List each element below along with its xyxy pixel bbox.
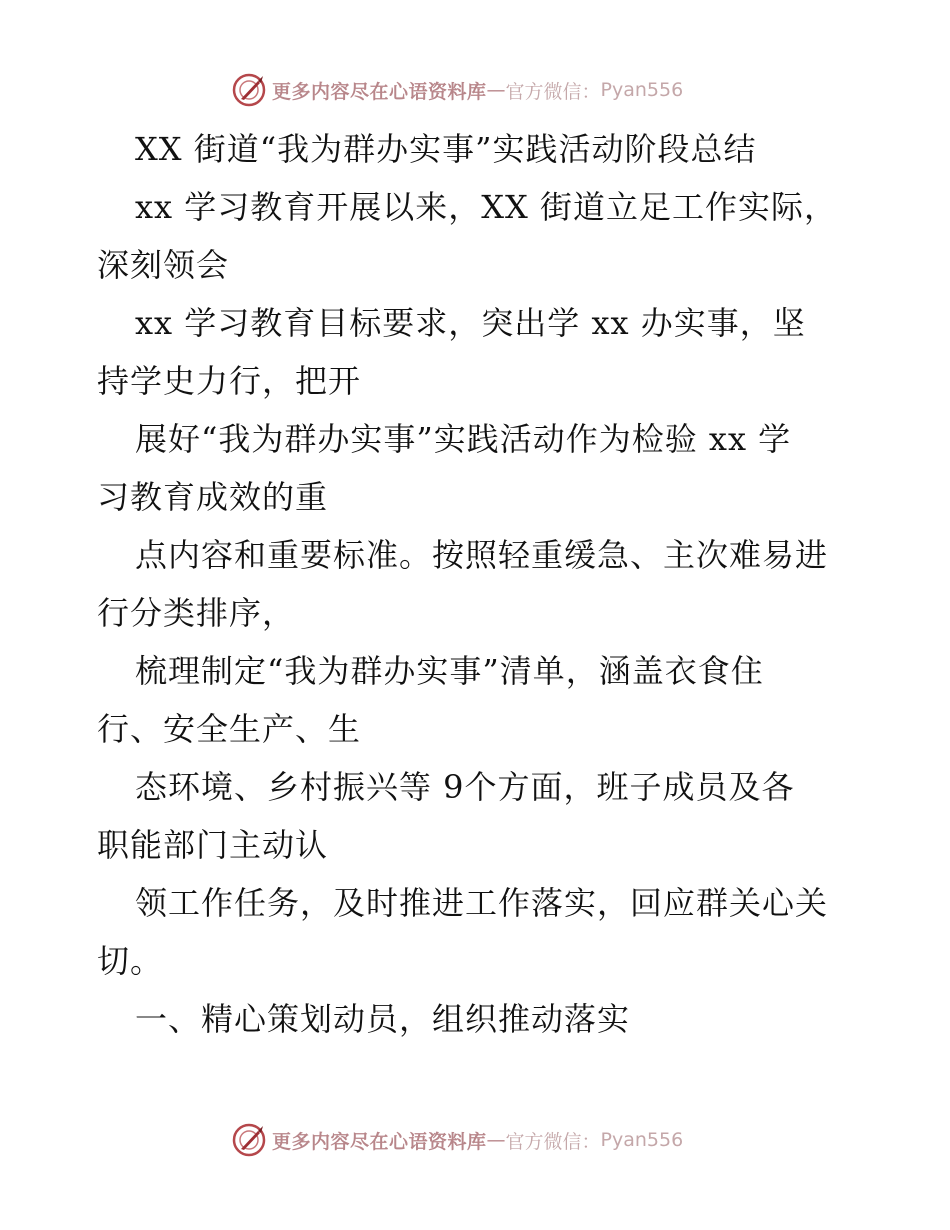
- doc-line: 切。: [97, 942, 164, 980]
- doc-line: 展好“我为群办实事”实践活动作为检验 xx 学: [135, 420, 792, 458]
- doc-line: 行分类排序，: [97, 594, 296, 632]
- doc-line: 职能部门主动认: [97, 826, 329, 864]
- doc-line: 深刻领会: [97, 246, 230, 284]
- doc-line: xx 学习教育目标要求，突出学 xx 办实事，坚: [135, 304, 806, 342]
- banner-wechat-handle: Pyan556: [600, 79, 684, 101]
- banner-brand-text: 更多内容尽在心语资料库: [272, 80, 487, 103]
- doc-title-line: XX 街道“我为群办实事”实践活动阶段总结: [135, 130, 757, 168]
- document-body: [97, 120, 867, 1048]
- banner-dash: —: [486, 1129, 506, 1151]
- footer-banner: [232, 1122, 683, 1158]
- banner-dash: —: [486, 79, 506, 101]
- quill-pen-logo-icon: [232, 73, 266, 107]
- doc-line: 领工作任务，及时推进工作落实，回应群关心关: [135, 884, 829, 922]
- quill-pen-logo-icon: [232, 1123, 266, 1157]
- banner-wechat-handle: Pyan556: [600, 1129, 684, 1151]
- doc-line: 点内容和重要标准。按照轻重缓急、主次难易进: [135, 536, 829, 574]
- banner-wechat-label: 官方微信：: [505, 1130, 601, 1153]
- section-heading: 一、精心策划动员，组织推动落实: [135, 1000, 631, 1038]
- banner-wechat-label: 官方微信：: [505, 80, 601, 103]
- banner-brand-text: 更多内容尽在心语资料库: [272, 1130, 487, 1153]
- doc-line: 行、安全生产、生: [97, 710, 362, 748]
- doc-line: 态环境、乡村振兴等 9个方面，班子成员及各: [135, 768, 795, 806]
- header-banner: [232, 72, 683, 108]
- doc-line: 梳理制定“我为群办实事”清单，涵盖衣食住: [135, 652, 764, 690]
- doc-line: 持学史力行，把开: [97, 362, 362, 400]
- doc-line: 习教育成效的重: [97, 478, 329, 516]
- doc-line: xx 学习教育开展以来，XX 街道立足工作实际，: [135, 188, 838, 226]
